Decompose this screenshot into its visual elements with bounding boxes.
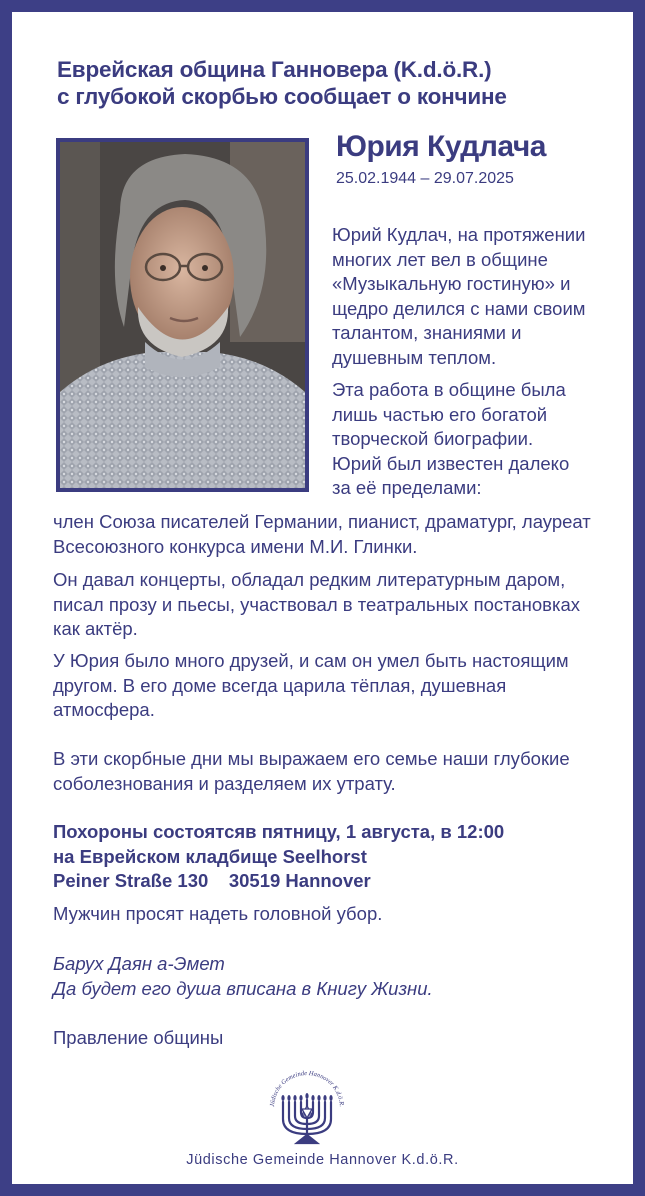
funeral-time: Похороны состоятсяв пятницу, 1 августа, в 12:00 bbox=[53, 821, 505, 842]
bio-line: атмосфера. bbox=[53, 699, 155, 720]
bio-line: душевным теплом. bbox=[332, 346, 497, 368]
blessing-line-2: Да будет его душа вписана в Книгу Жизни. bbox=[53, 977, 433, 999]
heading-line-1: Еврейская община Ганновера (K.d.ö.R.) bbox=[57, 57, 492, 82]
head-covering-note: Мужчин просят надеть головной убор. bbox=[53, 903, 383, 924]
bio-line: Всесоюзного конкурса имени М.И. Глинки. bbox=[53, 535, 418, 557]
deceased-name: Юрия Кудлача bbox=[336, 130, 546, 163]
funeral-cemetery: на Еврейском кладбище Seelhorst bbox=[53, 845, 367, 867]
bio-line: другом. В его доме всегда царила тёплая, душевная bbox=[53, 674, 507, 696]
bio-line: Юрий был известен далеко bbox=[332, 452, 570, 474]
bio-line: многих лет вел в общине bbox=[332, 248, 548, 270]
bio-line: талантом, знаниями и bbox=[332, 322, 522, 343]
bio-line: творческой биографии. bbox=[332, 428, 534, 449]
bio-paragraph-1 bbox=[332, 223, 632, 370]
funeral-details bbox=[53, 820, 628, 894]
footer-organization: Jüdische Gemeinde Hannover K.d.ö.R. bbox=[186, 1152, 459, 1168]
portrait-illustration bbox=[60, 142, 305, 488]
bio-line: «Музыкальную гостиную» и bbox=[332, 273, 571, 294]
bio-line: член Союза писателей Германии, пианист, драматург, лауреат bbox=[53, 511, 591, 532]
bio-line: писал прозу и пьесы, участвовал в театральных постановках bbox=[53, 593, 581, 615]
obituary-card bbox=[12, 12, 633, 1184]
bio-paragraph-5 bbox=[53, 649, 628, 723]
heading-line-2: с глубокой скорбью сообщает о кончине bbox=[57, 84, 507, 109]
condolence-line: В эти скорбные дни мы выражаем его семье наши глубокие bbox=[53, 748, 570, 769]
bio-line: как актёр. bbox=[53, 618, 138, 639]
bio-line: за её пределами: bbox=[332, 477, 482, 498]
announcement-heading bbox=[57, 56, 617, 110]
bio-paragraph-4 bbox=[53, 568, 628, 642]
bio-paragraph-3 bbox=[53, 510, 628, 559]
blessing bbox=[53, 952, 628, 1001]
bio-line: Эта работа в общине была bbox=[332, 379, 566, 400]
menorah-icon bbox=[262, 1066, 352, 1148]
logo-arc-text: Jüdische Gemeinde Hannover K.d.ö.R. bbox=[268, 1069, 345, 1108]
bio-line: щедро делился с нами своим bbox=[332, 297, 586, 319]
bio-paragraph-2 bbox=[332, 378, 632, 501]
bio-line: Он давал концерты, обладал редким литературным даром, bbox=[53, 569, 566, 590]
condolence-line: соболезнования и разделяем их утрату. bbox=[53, 772, 396, 794]
signature: Правление общины bbox=[53, 1027, 224, 1048]
bio-line: Юрий Кудлач, на протяжении bbox=[332, 224, 586, 245]
bio-line: лишь частью его богатой bbox=[332, 403, 548, 425]
blessing-line-1: Барух Даян а-Эмет bbox=[53, 953, 225, 974]
portrait-photo bbox=[60, 142, 305, 488]
condolence-paragraph bbox=[53, 747, 628, 796]
life-dates: 25.02.1944 – 29.07.2025 bbox=[336, 170, 514, 187]
community-logo bbox=[262, 1066, 352, 1148]
portrait-photo-frame bbox=[56, 138, 309, 492]
funeral-address: Peiner Straße 130 30519 Hannover bbox=[53, 870, 371, 891]
bio-line: У Юрия было много друзей, и сам он умел быть настоящим bbox=[53, 650, 569, 671]
